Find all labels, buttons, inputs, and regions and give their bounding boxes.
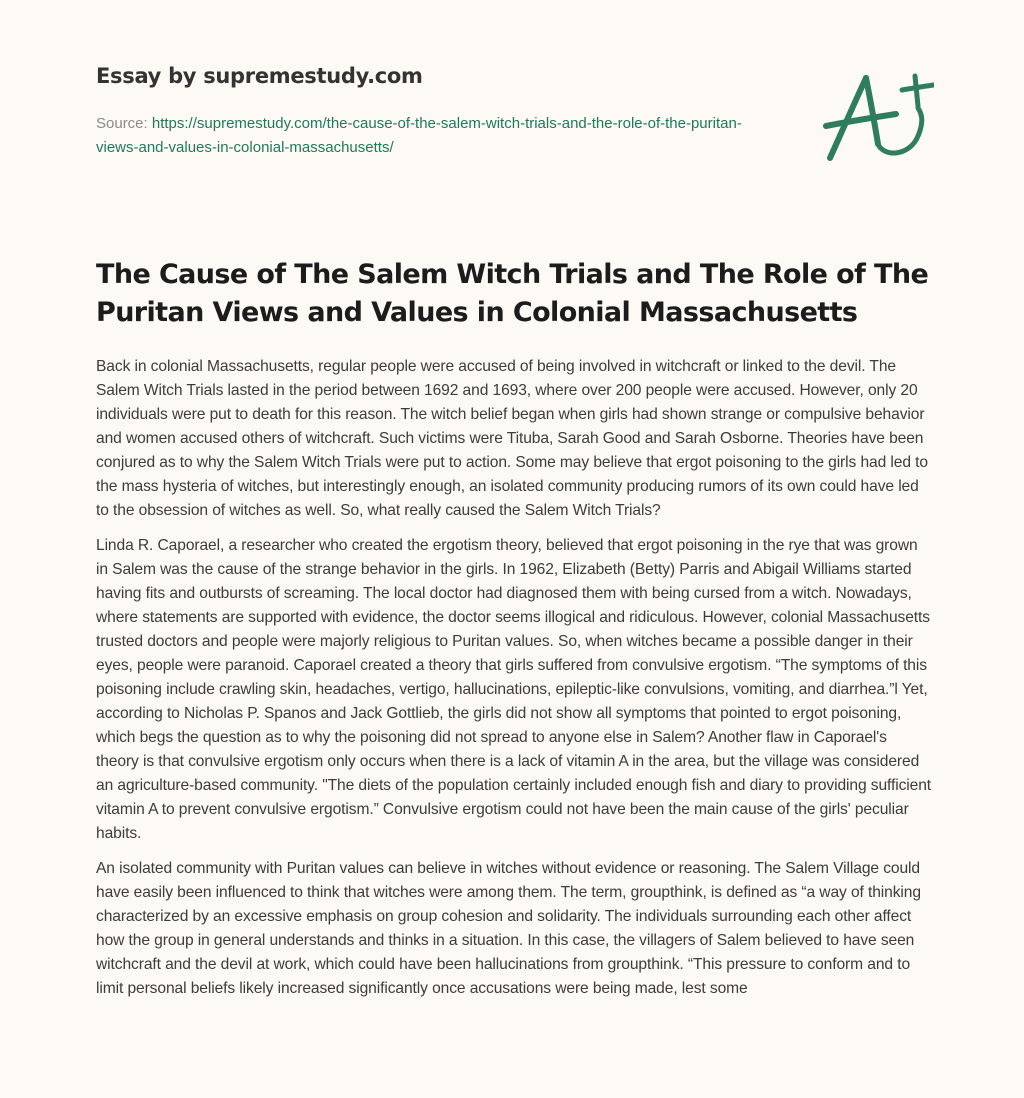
article-paragraph: Back in colonial Massachusetts, regular people were accused of being involved in witchcraft or linked to the devil. The Salem Witch Trials lasted in the period between 1692 and 1693, where over 200 people were accused. However, only 20 individuals were put to death for this reason. The witch belief began when girls had shown strange or compulsive behavior and women accused others of witchcraft. Such victims were Tituba, Sarah Good and Sarah Osborne. Theories have been conjured as to why the Salem Witch Trials were put to action. Some may believe that ergot poisoning to the girls had led to the mass hysteria of witches, but interestingly enough, an isolated community producing rumors of its own could have led to the obsession of witches as well. So, what really caused the Salem Witch Trials?: [96, 358, 928, 519]
essay-article: [96, 256, 932, 1012]
essay-header: [96, 64, 776, 160]
site-title: Essay by supremestudy.com: [96, 64, 423, 88]
article-title: The Cause of The Salem Witch Trials and The Role of The Puritan Views and Values in Colonial Massachusetts: [96, 259, 929, 328]
article-paragraph: An isolated community with Puritan values can believe in witches without evidence or reasoning. The Salem Village could have easily been influenced to think that witches were among them. The term, groupthink, is defined as “a way of thinking characterized by an excessive emphasis on group cohesion and solidarity. The individuals surrounding each other affect how the group in general understands and thinks in a situation. In this case, the villagers of Salem believed to have seen witchcraft and the devil at work, which could have been hallucinations from groupthink. “This pressure to conform and to limit personal beliefs likely increased significantly once accusations were being made, lest some: [96, 860, 921, 997]
source-line: [96, 112, 776, 160]
source-label: Source:: [96, 115, 152, 132]
a-plus-grade-icon: [818, 66, 934, 166]
article-paragraph: Linda R. Caporael, a researcher who created the ergotism theory, believed that ergot poisoning in the rye that was grown in Salem was the cause of the strange behavior in the girls. In 1962, Elizabeth (Betty) Parris and Abigail Williams started having fits and outbursts of screaming. The local doctor had diagnosed them with being cursed from a witch. Nowadays, where statements are supported with evidence, the doctor seems illogical and ridiculous. However, colonial Massachusetts trusted doctors and people were majorly religious to Puritan values. So, when witches became a possible danger in their eyes, people were paranoid. Caporael created a theory that girls suffered from convulsive ergotism. “The symptoms of this poisoning include crawling skin, headaches, vertigo, hallucinations, epileptic-like convulsions, vomiting, and diarrhea.”l Yet, according to Nicholas P. Spanos and Jack Gottlieb, the girls did not show all symptoms that pointed to ergot poisoning, which begs the question as to why the poisoning did not spread to anyone else in Salem? Another flaw in Caporael's theory is that convulsive ergotism only occurs when there is a lack of vitamin A in the area, but the village was considered an agriculture-based community. "The diets of the population certainly included enough fish and diary to providing sufficient vitamin A to prevent convulsive ergotism.” Convulsive ergotism could not have been the main cause of the girls' peculiar habits.: [96, 537, 932, 842]
source-link[interactable]: https://supremestudy.com/the-cause-of-the-salem-witch-trials-and-the-role-of-the-puritan-views-and-values-in-colonial-massachusetts/: [96, 115, 742, 156]
